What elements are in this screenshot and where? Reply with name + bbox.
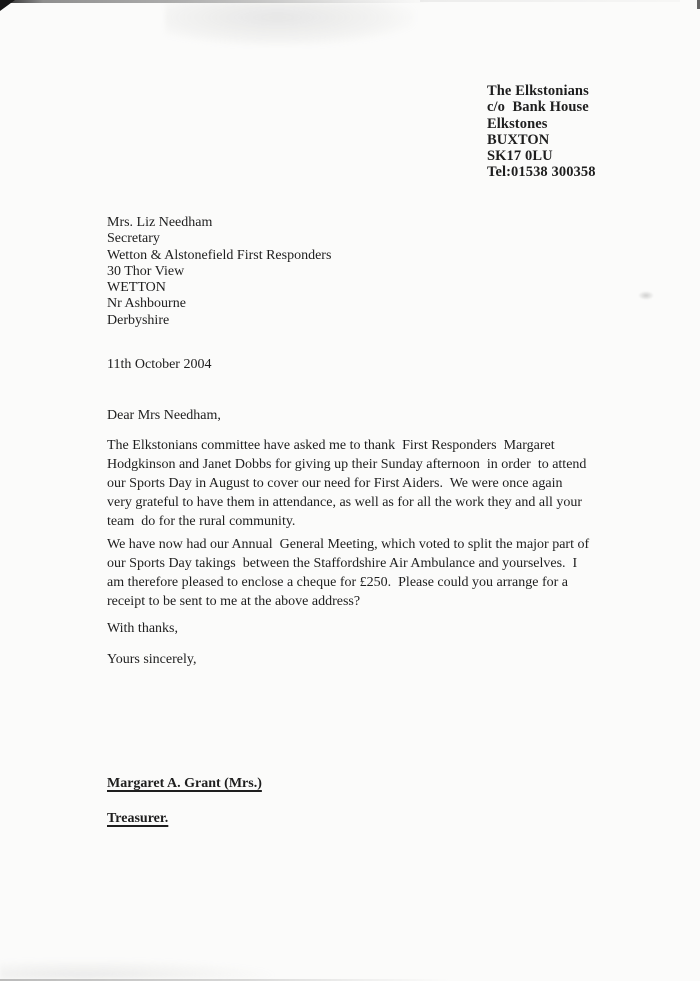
recipient-role: Secretary — [107, 231, 160, 247]
closing-thanks: With thanks, — [107, 621, 178, 636]
body-text-line: our Sports Day takings between the Staffordshire Air Ambulance and yourselves. I — [107, 556, 578, 571]
recipient-address — [107, 215, 331, 329]
sender-address-line: c/o Bank House — [487, 99, 589, 116]
recipient-address-line: Nr Ashbourne — [107, 296, 186, 312]
body-text-line: receipt to be sent to me at the above address? — [107, 594, 361, 609]
scan-artifact-bottom-smudge — [0, 959, 280, 979]
recipient-address-line: WETTON — [107, 280, 166, 296]
sender-address-line: BUXTON — [487, 131, 550, 148]
recipient-organisation: Wetton & Alstonefield First Responders — [107, 247, 332, 263]
scan-artifact-top-smudge — [165, 2, 415, 46]
scan-artifact-speck — [638, 291, 654, 300]
body-paragraph-2 — [107, 535, 589, 611]
body-text-line: very grateful to have them in attendance, as well as for all the work they and all your — [107, 495, 583, 510]
salutation: Dear Mrs Needham, — [107, 408, 221, 423]
signature-name: Margaret A. Grant (Mrs.) — [107, 776, 262, 791]
recipient-name: Mrs. Liz Needham — [107, 215, 213, 230]
closing-sincerely: Yours sincerely, — [107, 652, 197, 667]
recipient-address-line: 30 Thor View — [107, 263, 185, 279]
scan-artifact-top-edge-fade — [420, 0, 680, 2]
body-text-line: am therefore pleased to enclose a cheque for £250. Please could you arrange for a — [107, 575, 569, 590]
body-text-line: our Sports Day in August to cover our need for First Aiders. We were once again — [107, 476, 563, 491]
body-text-line: We have now had our Annual General Meeting, which voted to split the major part of — [107, 537, 590, 552]
scan-artifact-corner-wedge — [0, 0, 15, 11]
body-text-line: The Elkstonians committee have asked me to thank First Responders Margaret — [107, 438, 555, 453]
body-paragraph-1 — [107, 436, 586, 531]
body-text-line: Hodgkinson and Janet Dobbs for giving up their Sunday afternoon in order to attend — [107, 457, 587, 472]
signature-title: Treasurer. — [107, 811, 169, 826]
recipient-address-line: Derbyshire — [107, 312, 170, 328]
body-text-line: team do for the rural community. — [107, 514, 296, 529]
sender-address-line: SK17 0LU — [487, 148, 553, 165]
sender-address — [487, 83, 596, 181]
sender-address-line: Elkstones — [487, 115, 548, 132]
date-line: 11th October 2004 — [107, 357, 212, 372]
sender-phone-line: Tel:01538 300358 — [487, 164, 596, 181]
sender-address-line: The Elkstonians — [487, 83, 589, 99]
